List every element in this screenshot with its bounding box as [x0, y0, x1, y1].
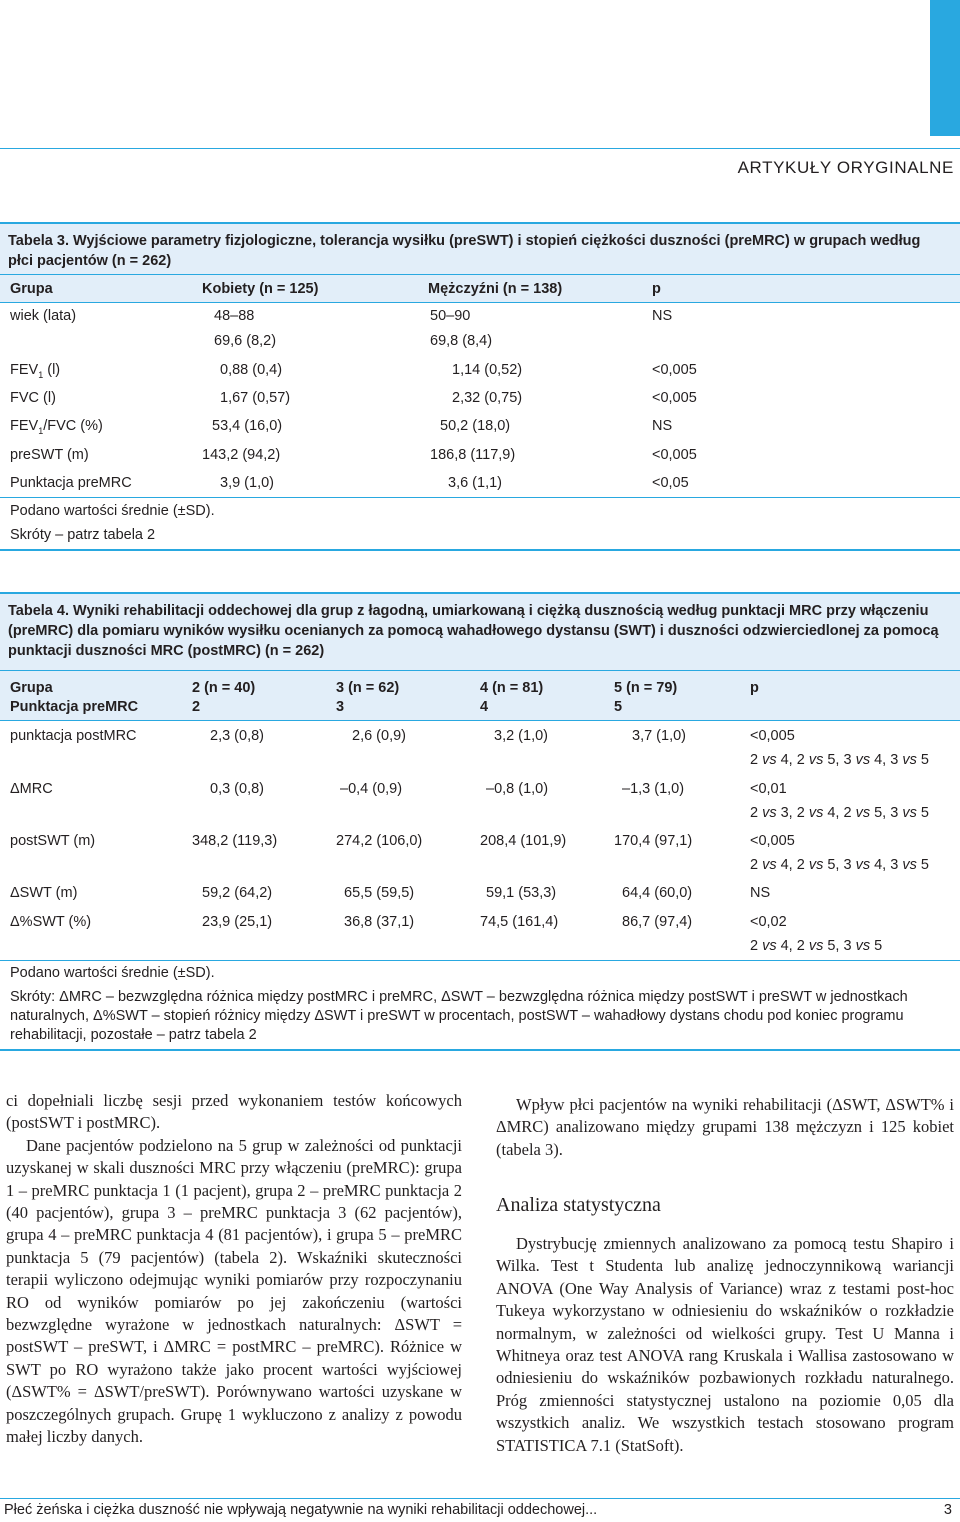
table3-cell: FVC (l)	[10, 390, 56, 406]
table3-cell: 1,14 (0,52)	[452, 362, 523, 378]
table3-cell: 1,67 (0,57)	[220, 390, 291, 406]
table4-cell: 0,3 (0,8)	[210, 781, 264, 797]
table4-header: 3	[336, 699, 345, 715]
table3-header: Kobiety (n = 125)	[202, 281, 319, 297]
table4-cell: postSWT (m)	[10, 833, 96, 849]
table3-cell: 0,88 (0,4)	[220, 362, 283, 378]
table3-cell: 3,6 (1,1)	[448, 475, 502, 491]
table3-cell: 2,32 (0,75)	[452, 390, 523, 406]
table3-header: Mężczyźni (n = 138)	[428, 281, 563, 297]
body-paragraph: Dane pacjentów podzielono na 5 grup w zależności od punktacji uzyskanej w skali duszności MRC przy włączeniu (preMRC): grupa 1 – preMRC punktacja 1 (1 pacjent), grupa 2 – preMRC punktacja 2 (40 pacjentów), grupa 3 – preMRC punktacja 3 (62 pacjentów), grupa 4 – preMRC punktacja 4 (81 pacjentów), i grupa 5 – preMRC punktacja 5 (79 pacjentów) (tabela 2). Wskaźniki skuteczności terapii wyliczono odejmując wyniki pomiarów przy rozpoczynaniu RO od wyników pomiarów po jej zakończeniu (wartości bezwzględne wyrażone w jednostkach naturalnych: ΔSWT = postSWT – preSWT, i ΔMRC = postMRC – preMRC). Różnice w SWT po RO wyrażono także jako procent wartości wyjściowej (ΔSWT% = ΔSWT/preSWT). Porównywano wartości uzyskane w poszczególnych grupach. Grupę 1 wykluczono z analizy z powodu małej liczby danych.	[6, 1135, 462, 1447]
table4-cell: 3,7 (1,0)	[632, 728, 686, 744]
footer-rule	[0, 1498, 960, 1499]
table4-header: 5 (n = 79)	[614, 680, 678, 696]
table4-header: Grupa	[10, 680, 53, 696]
page-number: 3	[943, 1502, 952, 1518]
table4-header: 4	[480, 699, 489, 715]
table4-cell: 274,2 (106,0)	[336, 833, 423, 849]
table3-caption-text: Wyjściowe parametry fizjologiczne, tolerancja wysiłku (preSWT) i stopień ciężkości duszności (preMRC) w grupach według płci pacjentów (n = 262)	[8, 233, 921, 269]
body-right-column	[496, 1094, 954, 1161]
body-paragraph: Dystrybucję zmiennych analizowano za pomocą testu Shapiro i Wilka. Test t Studenta lub analizę jednoczynnikową wariancji ANOVA (One Way Analysis of Variance) wraz z testami post-hoc Tukeya wykorzystano w odniesieniu do wskaźników o rozkładzie normalnym, w zależności od wielkości grupy. Test U Manna i Whitneya oraz test ANOVA rang Kruskala i Wallisa zastosowano w odniesieniu do wskaźników pozbawionych rozkładu naturalnego. Próg zmienności statystycznej ustalono na poziomie 0,05 dla wszystkich analiz. We wszystkich testach stosowano program STATISTICA 7.1 (StatSoft).	[496, 1234, 954, 1455]
table4-note: Podano wartości średnie (±SD).	[10, 965, 215, 981]
table4-header: 2	[192, 699, 201, 715]
table3-cell: 50–90	[430, 308, 471, 324]
table4-caption-text: Wyniki rehabilitacji oddechowej dla grup z łagodną, umiarkowaną i ciężką dusznością według punktacji MRC przy włączeniu (preMRC) dla pomiaru wyników wysiłku ocenianych za pomocą wahadłowego dystansu (SWT) i duszności odzwierciedlonej za pomocą punktacji duszności MRC (postMRC) (n = 262)	[8, 603, 939, 659]
section-label: ARTYKUŁY ORYGINALNE	[737, 158, 954, 177]
table4-header: Punktacja preMRC	[10, 699, 139, 715]
table4-cell: 208,4 (101,9)	[480, 833, 567, 849]
body-right-column-2	[496, 1233, 954, 1457]
table3-cell: 143,2 (94,2)	[202, 447, 281, 463]
table4-header-rule	[0, 720, 960, 721]
table4-comparison: 2 vs 3, 2 vs 4, 2 vs 5, 3 vs 5	[750, 805, 929, 821]
table4-cell: –0,4 (0,9)	[340, 781, 403, 797]
table3-caption	[8, 231, 948, 271]
table4-cell: Δ%SWT (%)	[10, 914, 92, 930]
table3-header: p	[652, 281, 661, 297]
table3-cell: Punktacja preMRC	[10, 475, 132, 491]
table3-header-rule	[0, 302, 960, 303]
table4-cell: <0,01	[750, 781, 787, 797]
table4-cell: 2,3 (0,8)	[210, 728, 264, 744]
table3-cell: 69,8 (8,4)	[430, 333, 493, 349]
body-left-column	[6, 1090, 462, 1449]
table4-comparison: 2 vs 4, 2 vs 5, 3 vs 5	[750, 938, 883, 954]
table3-cell: wiek (lata)	[10, 308, 77, 324]
table4-cell: 86,7 (97,4)	[622, 914, 693, 930]
table4-abbreviations: Skróty: ΔMRC – bezwzględna różnica między postMRC i preMRC, ΔSWT – bezwzględna różnica między postSWT i preSWT w jednostkach naturalnych, Δ%SWT – stopień różnicy między ΔSWT i preSWT w procentach, postSWT – wahadłowy dystans chodu pod koniec programu rehabilitacji, pozostałe – patrz tabela 2	[10, 989, 908, 1043]
body-paragraph: ci dopełniali liczbę sesji przed wykonaniem testów końcowych (postSWT i postMRC).	[6, 1091, 462, 1133]
table3-note: Podano wartości średnie (±SD).	[10, 503, 215, 519]
table3-cell: 53,4 (16,0)	[212, 418, 283, 434]
table3-cell: 3,9 (1,0)	[220, 475, 274, 491]
table3-cell: NS	[652, 418, 673, 434]
table4-cell: 65,5 (59,5)	[344, 885, 415, 901]
table4-cell: punktacja postMRC	[10, 728, 137, 744]
table4-header: 4 (n = 81)	[480, 680, 544, 696]
table4-cell: 64,4 (60,0)	[622, 885, 693, 901]
table3-cell: 50,2 (18,0)	[440, 418, 511, 434]
table3-cell: 69,6 (8,2)	[214, 333, 277, 349]
table3-cell: 48–88	[214, 308, 255, 324]
table4-cell: –0,8 (1,0)	[486, 781, 549, 797]
header-rule	[0, 148, 960, 149]
table4-header: 2 (n = 40)	[192, 680, 256, 696]
table3-cell: 186,8 (117,9)	[430, 447, 516, 463]
table4-cell: <0,005	[750, 728, 795, 744]
running-footer: Płeć żeńska i ciężka duszność nie wpływają negatywnie na wyniki rehabilitacji oddechowej...	[4, 1502, 598, 1518]
table3-cell: <0,005	[652, 447, 697, 463]
table3-cell: $FEV_1$ (l)	[10, 362, 61, 380]
table4-cell: 23,9 (25,1)	[202, 914, 273, 930]
table4-cell: 59,1 (53,3)	[486, 885, 557, 901]
table4-cell: 74,5 (161,4)	[480, 914, 559, 930]
accent-bar	[930, 0, 960, 136]
table4-cell: 2,6 (0,9)	[352, 728, 406, 744]
table4-header: p	[750, 680, 759, 696]
table3-cell: $FEV_1$/FVC (%)	[10, 418, 103, 436]
table4-cell: 36,8 (37,1)	[344, 914, 415, 930]
table3-header: Grupa	[10, 281, 53, 297]
table4-cell: –1,3 (1,0)	[622, 781, 685, 797]
table4-comparison: 2 vs 4, 2 vs 5, 3 vs 4, 3 vs 5	[750, 857, 929, 873]
table4-cell: <0,005	[750, 833, 795, 849]
table3-cell: <0,05	[652, 475, 689, 491]
table4-comparison: 2 vs 4, 2 vs 5, 3 vs 4, 3 vs 5	[750, 752, 929, 768]
table4-cell: NS	[750, 885, 771, 901]
table3-cell: <0,005	[652, 362, 697, 378]
table4-cell: 170,4 (97,1)	[614, 833, 693, 849]
table4-cell: <0,02	[750, 914, 787, 930]
table3-cell: preSWT (m)	[10, 447, 89, 463]
table4-cell: 3,2 (1,0)	[494, 728, 548, 744]
body-paragraph: Wpływ płci pacjentów na wyniki rehabilitacji (ΔSWT, ΔSWT% i ΔMRC) analizowano między grupami 138 mężczyzn i 125 kobiet (tabela 3).	[496, 1095, 954, 1159]
table4-cell: ΔMRC	[10, 781, 53, 797]
table3-caption-label: Tabela 3.	[8, 233, 69, 249]
table3-cell: NS	[652, 308, 673, 324]
table4-cell: 59,2 (64,2)	[202, 885, 273, 901]
table3-cell: <0,005	[652, 390, 697, 406]
table4-caption-label: Tabela 4.	[8, 603, 69, 619]
table3-body-rule	[0, 497, 960, 498]
table4-caption	[8, 601, 948, 661]
table3-bottom-rule	[0, 549, 960, 551]
table4-cell: 348,2 (119,3)	[192, 833, 278, 849]
table4-bottom-rule	[0, 1049, 960, 1051]
table4-header: 5	[614, 699, 623, 715]
section-heading: Analiza statystyczna	[496, 1194, 661, 1216]
table4-body-rule	[0, 960, 960, 961]
table4-cell: ΔSWT (m)	[10, 885, 78, 901]
table4-header: 3 (n = 62)	[336, 680, 400, 696]
table3-note: Skróty – patrz tabela 2	[10, 527, 156, 543]
